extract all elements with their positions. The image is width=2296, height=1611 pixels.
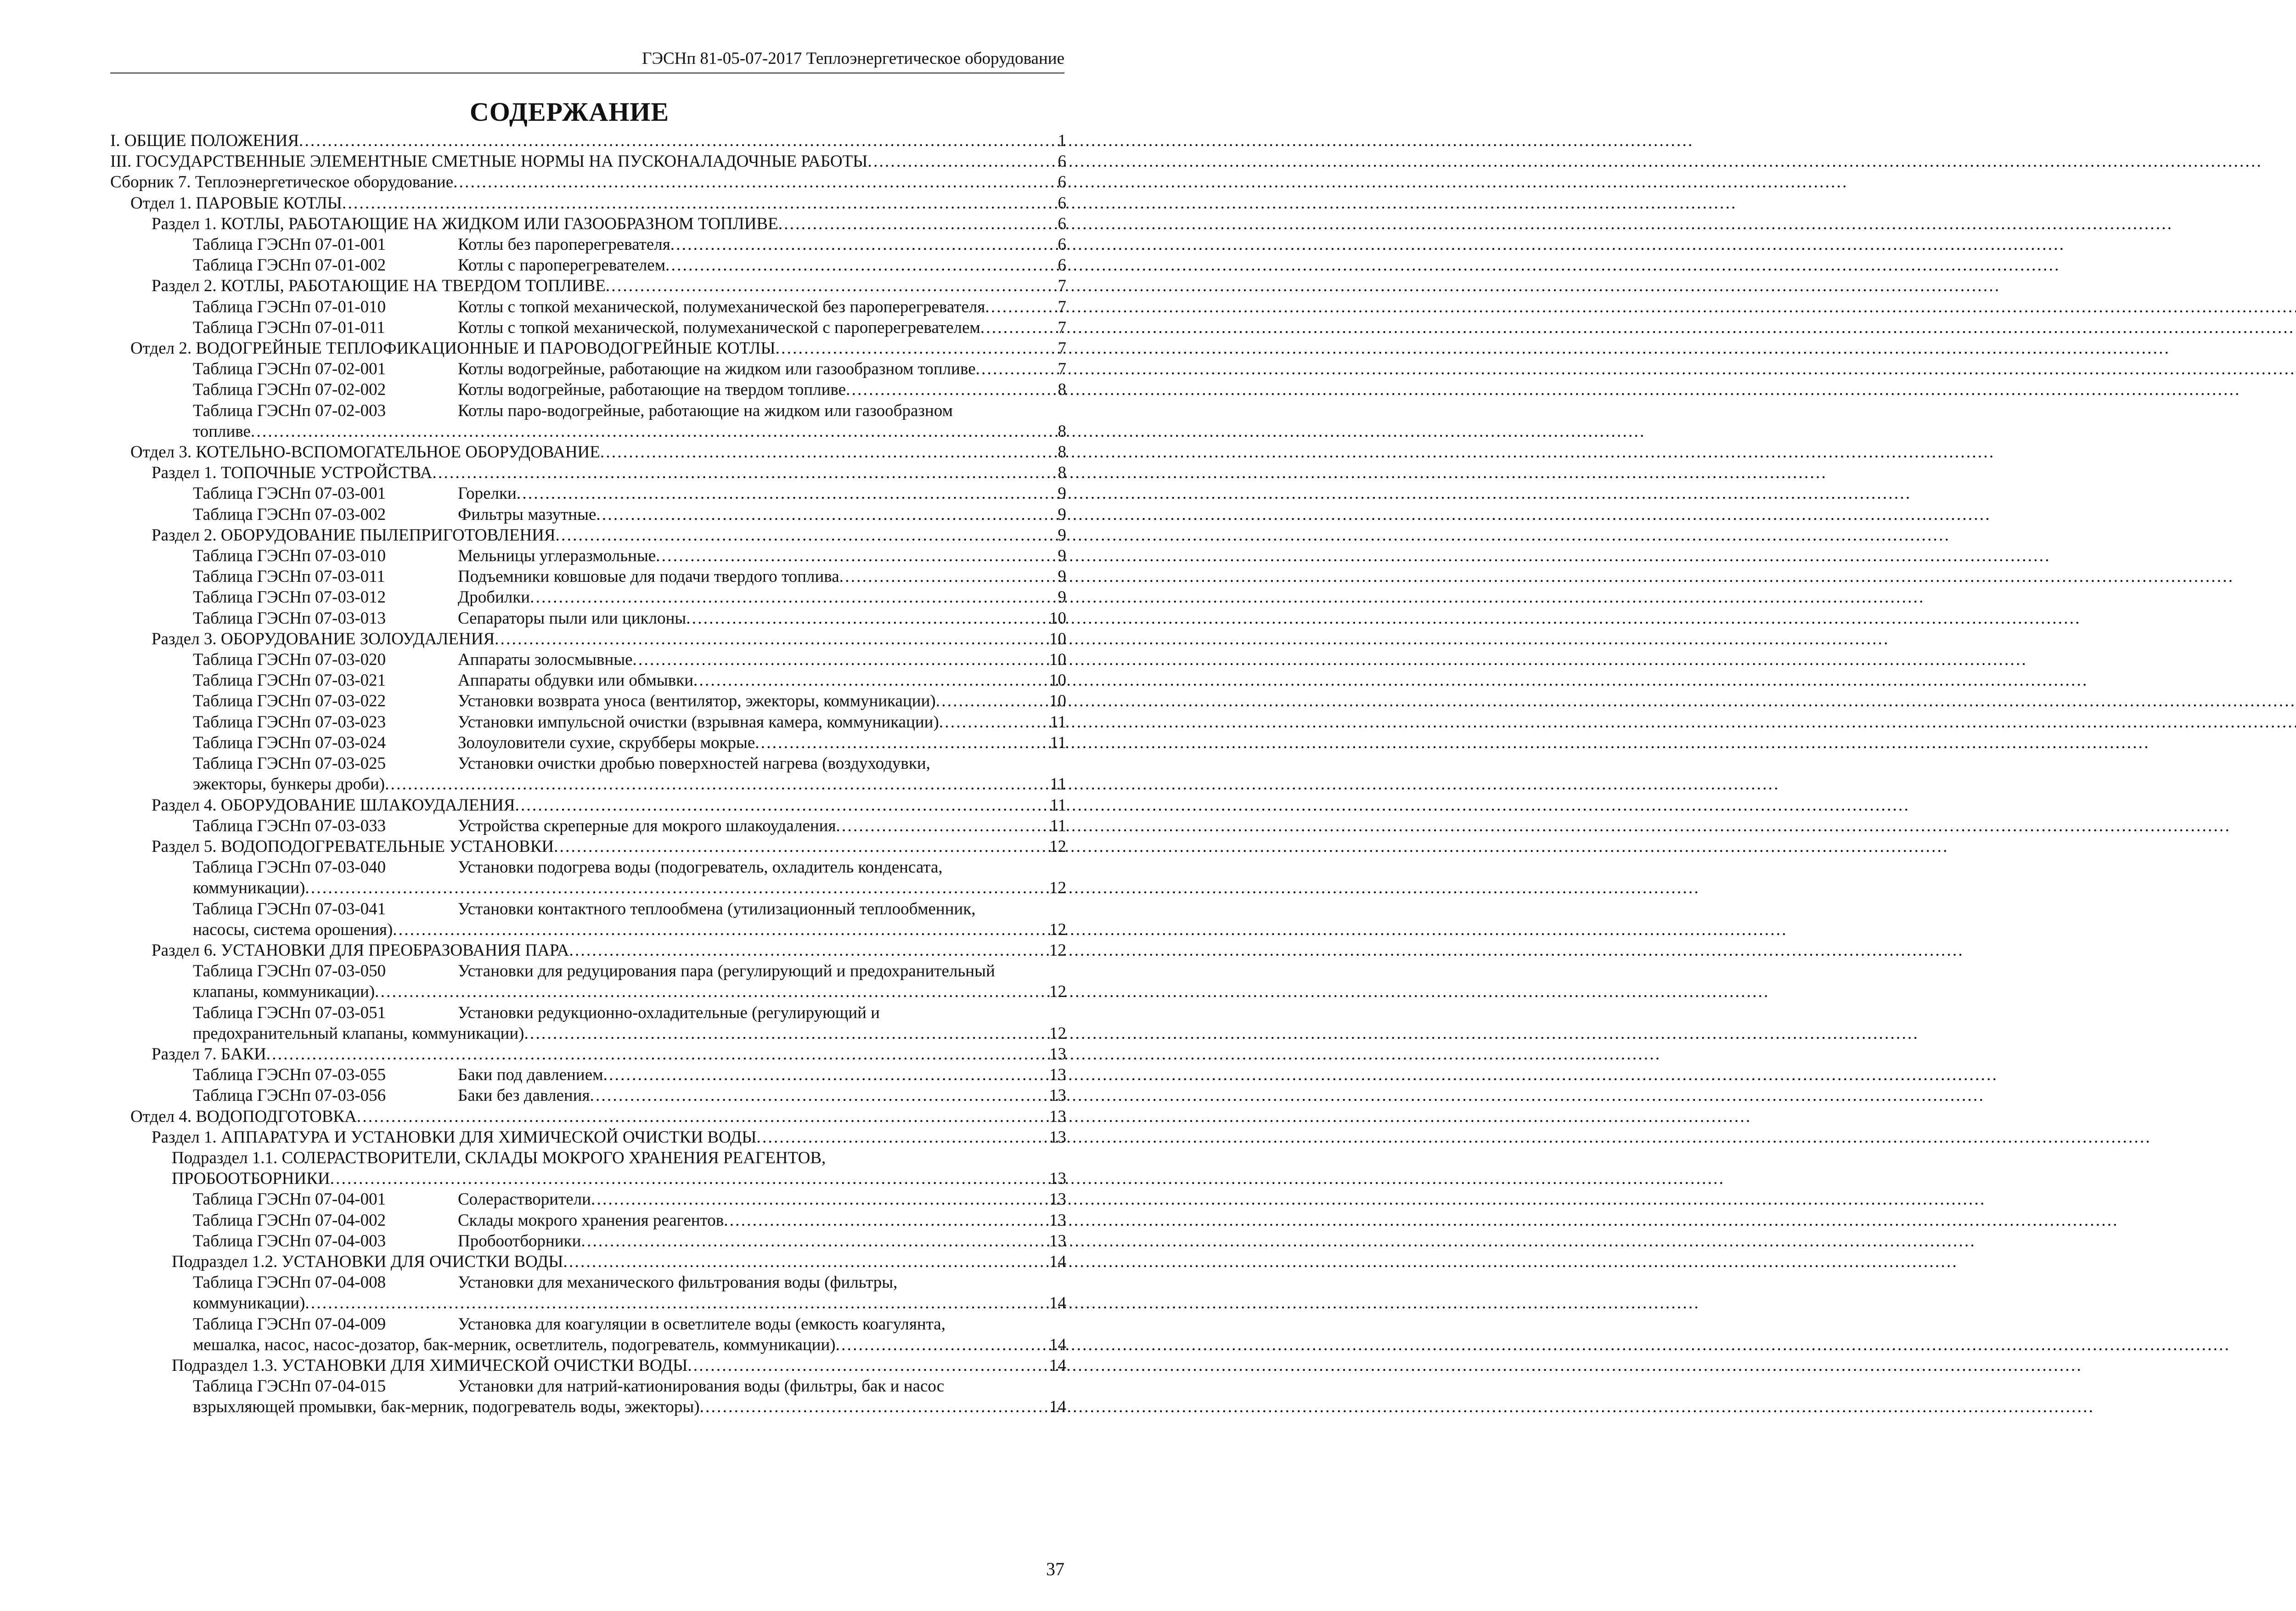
toc-entry-title: Котлы паро-водогрейные, работающие на жидком или газообразном bbox=[458, 401, 953, 420]
toc-page-number: 7 bbox=[1058, 297, 1066, 316]
toc-entry-title: Установки возврата уноса (вентилятор, эжекторы, коммуникации) bbox=[458, 692, 936, 711]
toc-page-number: 9 bbox=[1058, 588, 1066, 607]
toc-entry-title: Раздел 4. ОБОРУДОВАНИЕ ШЛАКОУДАЛЕНИЯ bbox=[152, 795, 515, 815]
toc-table-entry[interactable] bbox=[110, 1314, 1066, 1355]
dot-leader bbox=[836, 1335, 1048, 1355]
toc-entry-title: Отдел 4. ВОДОПОДГОТОВКА bbox=[130, 1107, 357, 1126]
toc-section-entry[interactable] bbox=[110, 836, 1066, 857]
toc-page-number: 1 bbox=[1058, 131, 1066, 150]
toc-page-number: 13 bbox=[1049, 1211, 1066, 1230]
toc-entry-title: Котлы с пароперегревателем bbox=[458, 256, 666, 275]
toc-section-entry[interactable] bbox=[110, 214, 1066, 234]
toc-page-number: 9 bbox=[1058, 567, 1066, 586]
toc-page-number: 11 bbox=[1050, 733, 1066, 752]
toc-entry-title-continuation: эжекторы, бункеры дроби) bbox=[193, 775, 385, 794]
toc-page-number: 12 bbox=[1049, 941, 1066, 960]
toc-entry-title-continuation: мешалка, насос, насос-дозатор, бак-мерник, осветлитель, подогреватель, коммуникации) bbox=[193, 1335, 836, 1354]
toc-page-number: 7 bbox=[1058, 318, 1066, 337]
dot-leader bbox=[393, 919, 1048, 940]
toc-page-number: 10 bbox=[1049, 671, 1066, 690]
dot-leader bbox=[357, 1106, 1048, 1127]
toc-page-number: 12 bbox=[1049, 879, 1066, 898]
dot-leader bbox=[985, 297, 1057, 317]
toc-page-number: 13 bbox=[1049, 1169, 1066, 1189]
dot-leader bbox=[591, 1189, 1048, 1210]
toc-page-number: 7 bbox=[1058, 276, 1066, 296]
toc-table-entry[interactable] bbox=[110, 1210, 1066, 1231]
toc-table-code: Таблица ГЭСНп 07-03-051 bbox=[193, 1003, 386, 1022]
toc-entry-title: Баки под давлением bbox=[458, 1065, 603, 1085]
toc-entry-title: Раздел 6. УСТАНОВКИ ДЛЯ ПРЕОБРАЗОВАНИЯ ПАРА bbox=[152, 941, 569, 960]
toc-entry-title: Установки импульсной очистки (взрывная камера, коммуникации) bbox=[458, 712, 939, 732]
toc-page-number: 6 bbox=[1058, 214, 1066, 233]
toc-entry-title: Раздел 1. АППАРАТУРА И УСТАНОВКИ ДЛЯ ХИМИЧЕСКОЙ ОЧИСТКИ ВОДЫ bbox=[152, 1127, 757, 1147]
dot-leader bbox=[299, 130, 1057, 151]
page-title: СОДЕРЖАНИЕ bbox=[469, 97, 670, 127]
toc-page-number: 14 bbox=[1049, 1335, 1066, 1354]
toc-entry-title: Пробоотборники bbox=[458, 1231, 581, 1250]
toc-page-number: 7 bbox=[1058, 360, 1066, 379]
toc-entry-title: Раздел 1. КОТЛЫ, РАБОТАЮЩИЕ НА ЖИДКОМ ИЛИ ГАЗООБРАЗНОМ ТОПЛИВЕ bbox=[152, 214, 778, 233]
dot-leader bbox=[687, 1355, 1048, 1376]
toc-table-code: Таблица ГЭСНп 07-03-041 bbox=[193, 899, 386, 918]
toc-section-entry[interactable] bbox=[110, 940, 1066, 961]
toc-table-code: Таблица ГЭСНп 07-01-001 bbox=[193, 235, 386, 254]
dot-leader bbox=[686, 608, 1048, 629]
toc-entry-title: Раздел 3. ОБОРУДОВАНИЕ ЗОЛОУДАЛЕНИЯ bbox=[152, 629, 495, 648]
toc-table-entry[interactable] bbox=[110, 483, 1066, 504]
toc-entry-title: Золоуловители сухие, скрубберы мокрые bbox=[458, 733, 755, 752]
page-number: 37 bbox=[1046, 1559, 1064, 1579]
toc-page-number: 14 bbox=[1049, 1252, 1066, 1271]
dot-leader bbox=[590, 1085, 1048, 1106]
toc-entry-title: Раздел 2. ОБОРУДОВАНИЕ ПЫЛЕПРИГОТОВЛЕНИЯ bbox=[152, 525, 556, 545]
toc-entry-title: Установки для редуцирования пара (регулирующий и предохранительный bbox=[458, 962, 995, 981]
toc-entry-title: Установки подогрева воды (подогреватель, охладитель конденсата, bbox=[458, 858, 943, 877]
toc-entry-title-continuation: взрыхляющей промывки, бак-мерник, подогреватель воды, эжекторы) bbox=[193, 1397, 700, 1417]
toc-entry-title-continuation: коммуникации) bbox=[193, 1294, 305, 1313]
dot-leader bbox=[756, 1127, 1048, 1148]
toc-section-entry[interactable] bbox=[110, 1251, 1066, 1272]
dot-leader bbox=[670, 234, 1057, 255]
toc-section-entry[interactable] bbox=[110, 1044, 1066, 1065]
toc-page-number: 14 bbox=[1049, 1397, 1066, 1417]
toc-section-entry[interactable] bbox=[110, 151, 1066, 172]
toc-table-entry[interactable] bbox=[110, 1085, 1066, 1106]
toc-entry-title-continuation: ПРОБООТБОРНИКИ bbox=[172, 1169, 330, 1189]
toc-page-number: 11 bbox=[1050, 712, 1066, 732]
toc-table-code: Таблица ГЭСНп 07-03-050 bbox=[193, 962, 386, 981]
toc-table-code: Таблица ГЭСНп 07-04-001 bbox=[193, 1190, 386, 1209]
toc-entry-title: Установки контактного теплообмена (утилизационный теплообменник, bbox=[458, 899, 976, 918]
toc-page-number: 11 bbox=[1050, 816, 1066, 835]
toc-entry-title-continuation: клапаны, коммуникации) bbox=[193, 982, 375, 1002]
dot-leader bbox=[515, 795, 1049, 816]
toc-entry-title: Установки редукционно-охладительные (регулирующий и bbox=[458, 1003, 880, 1022]
toc-table-code: Таблица ГЭСНп 07-04-003 bbox=[193, 1231, 386, 1250]
toc-table-code: Таблица ГЭСНп 07-03-012 bbox=[193, 588, 386, 607]
toc-table-code: Таблица ГЭСНп 07-04-009 bbox=[193, 1314, 386, 1334]
dot-leader bbox=[939, 712, 1049, 732]
toc-table-code: Таблица ГЭСНп 07-03-033 bbox=[193, 816, 386, 835]
toc-section-entry[interactable] bbox=[110, 462, 1066, 483]
toc-page-number: 11 bbox=[1050, 795, 1066, 815]
toc-section-entry[interactable] bbox=[110, 172, 1066, 192]
toc-entry-title: Аппараты золосмывные bbox=[458, 650, 633, 670]
toc-page-number: 12 bbox=[1049, 982, 1066, 1002]
toc-page-number: 7 bbox=[1058, 339, 1066, 358]
dot-leader bbox=[755, 732, 1049, 753]
toc-entry-title: Установки очистки дробью поверхностей нагрева (воздуходувки, bbox=[458, 754, 930, 773]
toc-section-entry[interactable] bbox=[110, 1355, 1066, 1376]
toc-table-code: Таблица ГЭСНп 07-01-002 bbox=[193, 256, 386, 275]
toc-table-entry[interactable] bbox=[110, 1272, 1066, 1313]
running-head: ГЭСНп 81-05-07-2017 Теплоэнергетическое оборудование bbox=[110, 48, 1064, 73]
dot-leader bbox=[530, 587, 1057, 608]
dot-leader bbox=[839, 566, 1057, 587]
toc-entry-title: Подъемники ковшовые для подачи твердого топлива bbox=[458, 567, 839, 586]
dot-leader bbox=[375, 981, 1048, 1002]
toc-table-code: Таблица ГЭСНп 07-03-056 bbox=[193, 1086, 386, 1105]
toc-table-entry[interactable] bbox=[110, 649, 1066, 670]
toc-page-number: 10 bbox=[1049, 692, 1066, 711]
toc-section-entry[interactable] bbox=[110, 795, 1066, 816]
toc-page-number: 9 bbox=[1058, 525, 1066, 545]
toc-section-entry[interactable] bbox=[110, 130, 1066, 151]
toc-entry-title: Горелки bbox=[458, 484, 517, 503]
toc-table-entry[interactable] bbox=[110, 297, 1066, 317]
toc-table-entry[interactable] bbox=[110, 1189, 1066, 1210]
toc-table-entry[interactable] bbox=[110, 899, 1066, 940]
toc-table-entry[interactable] bbox=[110, 712, 1066, 732]
toc-section-entry[interactable] bbox=[110, 193, 1066, 214]
toc-entry-title: Отдел 3. КОТЕЛЬНО-ВСПОМОГАТЕЛЬНОЕ ОБОРУДОВАНИЕ bbox=[130, 443, 600, 462]
toc-entry-title: Раздел 5. ВОДОПОДОГРЕВАТЕЛЬНЫЕ УСТАНОВКИ bbox=[152, 837, 554, 856]
toc-page-number: 9 bbox=[1058, 546, 1066, 566]
dot-leader bbox=[563, 1251, 1049, 1272]
toc-page-number: 8 bbox=[1058, 380, 1066, 400]
toc-table-entry[interactable] bbox=[110, 400, 1066, 442]
toc-table-code: Таблица ГЭСНп 07-02-002 bbox=[193, 380, 386, 400]
toc-entry-title: Раздел 1. ТОПОЧНЫЕ УСТРОЙСТВА bbox=[152, 463, 433, 483]
dot-leader bbox=[700, 1397, 1048, 1417]
toc-table-code: Таблица ГЭСНп 07-03-025 bbox=[193, 754, 386, 773]
toc-table-code: Таблица ГЭСНп 07-03-002 bbox=[193, 505, 386, 524]
toc-page-number: 8 bbox=[1058, 443, 1066, 462]
toc-entry-title: Отдел 1. ПАРОВЫЕ КОТЛЫ bbox=[130, 193, 342, 213]
dot-leader bbox=[569, 940, 1049, 961]
toc-table-entry[interactable] bbox=[110, 359, 1066, 379]
toc-entry-title: Подраздел 1.3. УСТАНОВКИ ДЛЯ ХИМИЧЕСКОЙ ОЧИСТКИ ВОДЫ bbox=[172, 1356, 688, 1375]
dot-leader bbox=[453, 172, 1057, 192]
toc-page-number: 10 bbox=[1049, 608, 1066, 628]
toc-entry-title: Котлы без пароперегревателя bbox=[458, 235, 670, 254]
toc-entry-title: Отдел 2. ВОДОГРЕЙНЫЕ ТЕПЛОФИКАЦИОННЫЕ И ПАРОВОДОГРЕЙНЫЕ КОТЛЫ bbox=[130, 339, 776, 358]
toc-table-code: Таблица ГЭСНп 07-02-003 bbox=[193, 401, 386, 420]
toc-section-entry[interactable] bbox=[110, 1106, 1066, 1127]
dot-leader bbox=[251, 421, 1057, 442]
toc-page-number: 13 bbox=[1049, 1065, 1066, 1085]
toc-table-code: Таблица ГЭСНп 07-03-020 bbox=[193, 650, 386, 670]
toc-page-number: 11 bbox=[1050, 775, 1066, 794]
toc-entry-title: Котлы с топкой механической, полумеханической без пароперегревателя bbox=[458, 297, 985, 316]
toc-entry-title: III. ГОСУДАРСТВЕННЫЕ ЭЛЕМЕНТНЫЕ СМЕТНЫЕ НОРМЫ НА ПУСКОНАЛАДОЧНЫЕ РАБОТЫ bbox=[110, 152, 868, 171]
toc-entry-title: Подраздел 1.2. УСТАНОВКИ ДЛЯ ОЧИСТКИ ВОДЫ bbox=[172, 1252, 563, 1271]
dot-leader bbox=[385, 774, 1049, 794]
toc-table-entry[interactable] bbox=[110, 1065, 1066, 1085]
toc-page-number: 13 bbox=[1049, 1231, 1066, 1250]
toc-page-number: 13 bbox=[1049, 1086, 1066, 1105]
toc-table-entry[interactable] bbox=[110, 816, 1066, 836]
toc-table-entry[interactable] bbox=[110, 608, 1066, 629]
dot-leader bbox=[581, 1231, 1048, 1251]
toc-table-entry[interactable] bbox=[110, 1231, 1066, 1251]
toc-page-number: 13 bbox=[1049, 1190, 1066, 1209]
dot-leader bbox=[980, 317, 1057, 338]
toc-entry-title: Котлы с топкой механической, полумеханической с пароперегревателем bbox=[458, 318, 980, 337]
toc-table-code: Таблица ГЭСНп 07-04-002 bbox=[193, 1211, 386, 1230]
toc-entry-title: Склады мокрого хранения реагентов bbox=[458, 1211, 724, 1230]
toc-table-code: Таблица ГЭСНп 07-04-015 bbox=[193, 1377, 386, 1396]
dot-leader bbox=[778, 214, 1057, 234]
toc-table-entry[interactable] bbox=[110, 255, 1066, 276]
toc-page-number: 6 bbox=[1058, 256, 1066, 275]
toc-page-number: 9 bbox=[1058, 484, 1066, 503]
toc-table-code: Таблица ГЭСНп 07-03-040 bbox=[193, 858, 386, 877]
toc-table-code: Таблица ГЭСНп 07-03-010 bbox=[193, 546, 386, 566]
toc-page-number: 6 bbox=[1058, 193, 1066, 213]
toc-page-number: 10 bbox=[1049, 650, 1066, 670]
dot-leader bbox=[724, 1210, 1048, 1231]
dot-leader bbox=[524, 1023, 1048, 1044]
toc-page-number: 8 bbox=[1058, 463, 1066, 483]
toc-page-number: 12 bbox=[1049, 920, 1066, 939]
toc-table-entry[interactable] bbox=[110, 317, 1066, 338]
toc-table-code: Таблица ГЭСНп 07-03-013 bbox=[193, 608, 386, 628]
toc-entry-title: Установка для коагуляции в осветлителе воды (емкость коагулянта, bbox=[458, 1314, 945, 1334]
toc-entry-title: Солерастворители bbox=[458, 1190, 591, 1209]
toc-entry-title: I. ОБЩИЕ ПОЛОЖЕНИЯ bbox=[110, 131, 299, 150]
dot-leader bbox=[305, 1293, 1048, 1313]
toc-entry-title-continuation: коммуникации) bbox=[193, 879, 305, 898]
toc-table-code: Таблица ГЭСНп 07-03-055 bbox=[193, 1065, 386, 1085]
dot-leader bbox=[305, 878, 1048, 898]
toc-entry-title: Дробилки bbox=[458, 588, 530, 607]
dot-leader bbox=[976, 359, 1057, 379]
dot-leader bbox=[432, 462, 1057, 483]
toc-entry-title: Котлы водогрейные, работающие на жидком или газообразном топливе bbox=[458, 360, 976, 379]
dot-leader bbox=[776, 338, 1057, 359]
toc-table-entry[interactable] bbox=[110, 1376, 1066, 1417]
toc-table-entry[interactable] bbox=[110, 566, 1066, 587]
toc-page-number: 13 bbox=[1049, 1107, 1066, 1126]
toc-entry-title: Баки без давления bbox=[458, 1086, 590, 1105]
dot-leader bbox=[556, 525, 1057, 546]
toc-section-entry[interactable] bbox=[110, 1127, 1066, 1148]
toc-page-number: 14 bbox=[1049, 1294, 1066, 1313]
toc-table-code: Таблица ГЭСНп 07-01-011 bbox=[193, 318, 385, 337]
toc-table-entry[interactable] bbox=[110, 504, 1066, 525]
dot-leader bbox=[665, 255, 1057, 276]
dot-leader bbox=[600, 442, 1057, 462]
toc-page-number: 6 bbox=[1058, 235, 1066, 254]
toc-page-number: 6 bbox=[1058, 173, 1066, 192]
table-of-contents bbox=[110, 130, 1066, 1418]
toc-entry-title: Сепараторы пыли или циклоны bbox=[458, 608, 687, 628]
toc-table-entry[interactable] bbox=[110, 1003, 1066, 1044]
dot-leader bbox=[495, 629, 1048, 649]
toc-table-entry[interactable] bbox=[110, 857, 1066, 898]
toc-page-number: 10 bbox=[1049, 629, 1066, 648]
toc-table-entry[interactable] bbox=[110, 670, 1066, 691]
toc-entry-title: Котлы водогрейные, работающие на твердом топливе bbox=[458, 380, 846, 400]
toc-entry-title: Аппараты обдувки или обмывки bbox=[458, 671, 694, 690]
dot-leader bbox=[693, 670, 1048, 691]
toc-table-entry[interactable] bbox=[110, 546, 1066, 566]
toc-table-code: Таблица ГЭСНп 07-01-010 bbox=[193, 297, 386, 316]
toc-table-code: Таблица ГЭСНп 07-03-021 bbox=[193, 671, 386, 690]
toc-table-code: Таблица ГЭСНп 07-03-024 bbox=[193, 733, 386, 752]
dot-leader bbox=[633, 649, 1048, 670]
toc-table-code: Таблица ГЭСНп 07-04-008 bbox=[193, 1273, 386, 1292]
toc-page-number: 13 bbox=[1049, 1127, 1066, 1147]
toc-entry-title: Мельницы углеразмольные bbox=[458, 546, 656, 566]
dot-leader bbox=[936, 691, 1048, 711]
toc-table-code: Таблица ГЭСНп 07-02-001 bbox=[193, 360, 386, 379]
dot-leader bbox=[517, 483, 1057, 504]
toc-section-entry[interactable] bbox=[110, 525, 1066, 546]
dot-leader bbox=[846, 379, 1057, 400]
toc-entry-title: Сборник 7. Теплоэнергетическое оборудование bbox=[110, 173, 454, 192]
toc-table-entry[interactable] bbox=[110, 732, 1066, 753]
toc-page-number: 12 bbox=[1049, 1024, 1066, 1043]
toc-section-entry[interactable] bbox=[110, 629, 1066, 649]
toc-entry-title: Устройства скреперные для мокрого шлакоудаления bbox=[458, 816, 836, 835]
dot-leader bbox=[656, 546, 1057, 566]
toc-page-number: 8 bbox=[1058, 422, 1066, 441]
dot-leader bbox=[330, 1168, 1048, 1189]
toc-section-entry[interactable] bbox=[110, 1148, 1066, 1189]
toc-table-code: Таблица ГЭСНп 07-03-001 bbox=[193, 484, 386, 503]
toc-entry-title: Фильтры мазутные bbox=[458, 505, 597, 524]
dot-leader bbox=[836, 816, 1049, 836]
toc-table-code: Таблица ГЭСНп 07-03-022 bbox=[193, 692, 386, 711]
dot-leader bbox=[606, 276, 1057, 296]
toc-section-entry[interactable] bbox=[110, 338, 1066, 359]
dot-leader bbox=[603, 1065, 1048, 1085]
toc-section-entry[interactable] bbox=[110, 276, 1066, 296]
toc-entry-title: Раздел 7. БАКИ bbox=[152, 1044, 266, 1064]
dot-leader bbox=[867, 151, 1057, 172]
toc-table-entry[interactable] bbox=[110, 961, 1066, 1002]
toc-table-entry[interactable] bbox=[110, 587, 1066, 608]
toc-page-number: 14 bbox=[1049, 1356, 1066, 1375]
toc-table-entry[interactable] bbox=[110, 753, 1066, 794]
toc-page-number: 13 bbox=[1049, 1044, 1066, 1064]
toc-entry-title-continuation: топливе bbox=[193, 422, 251, 441]
dot-leader bbox=[266, 1044, 1048, 1065]
toc-entry-title: Раздел 2. КОТЛЫ, РАБОТАЮЩИЕ НА ТВЕРДОМ ТОПЛИВЕ bbox=[152, 276, 606, 296]
dot-leader bbox=[554, 836, 1048, 857]
toc-table-code: Таблица ГЭСНп 07-03-011 bbox=[193, 567, 385, 586]
toc-table-entry[interactable] bbox=[110, 691, 1066, 711]
toc-table-entry[interactable] bbox=[110, 234, 1066, 255]
toc-page-number: 6 bbox=[1058, 152, 1066, 171]
toc-page-number: 9 bbox=[1058, 505, 1066, 524]
toc-entry-title-continuation: предохранительный клапаны, коммуникации) bbox=[193, 1024, 524, 1043]
toc-entry-title-continuation: насосы, система орошения) bbox=[193, 920, 393, 939]
toc-entry-title: Установки для натрий-катионирования воды (фильтры, бак и насос bbox=[458, 1377, 945, 1396]
toc-table-code: Таблица ГЭСНп 07-03-023 bbox=[193, 712, 386, 732]
dot-leader bbox=[596, 504, 1057, 525]
toc-table-entry[interactable] bbox=[110, 379, 1066, 400]
toc-section-entry[interactable] bbox=[110, 442, 1066, 462]
dot-leader bbox=[342, 193, 1057, 214]
toc-entry-title: Подраздел 1.1. СОЛЕРАСТВОРИТЕЛИ, СКЛАДЫ МОКРОГО ХРАНЕНИЯ РЕАГЕНТОВ, bbox=[172, 1148, 826, 1167]
toc-entry-title: Установки для механического фильтрования воды (фильтры, bbox=[458, 1273, 898, 1292]
toc-page-number: 12 bbox=[1049, 837, 1066, 856]
